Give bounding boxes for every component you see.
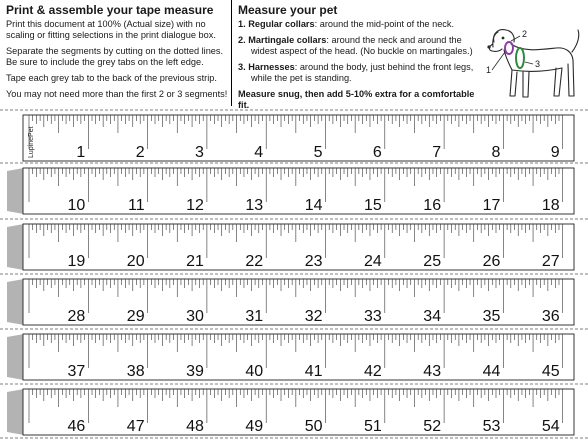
tape-number: 30 (186, 308, 204, 325)
tape-number: 23 (304, 253, 323, 270)
tape-number: 51 (364, 418, 382, 435)
tape-number: 22 (245, 253, 264, 270)
tape-segment (0, 329, 588, 380)
grey-tab (7, 279, 24, 325)
tape-number: 44 (482, 363, 501, 380)
tape-number: 34 (423, 308, 442, 325)
tape-number: 38 (126, 363, 145, 380)
tape-number: 32 (304, 308, 323, 325)
tape-number: 16 (423, 197, 442, 214)
tape-number: 20 (126, 253, 145, 270)
measure-title: Measure your pet (238, 3, 338, 17)
grey-tab (7, 168, 24, 214)
para-2: Separate the segments by cutting on the dotted lines. Be sure to include the grey tabs on the left edge. (6, 45, 224, 68)
para-4: You may not need more than the first 2 or 3 segments! (6, 88, 228, 99)
tape-number: 43 (423, 363, 442, 380)
dog-label-1: 1 (486, 65, 492, 75)
tape-number: 21 (186, 253, 204, 270)
tape-number: 49 (245, 418, 264, 435)
tape-number: 37 (67, 363, 86, 380)
dog-label-2: 2 (522, 29, 528, 39)
tape-number: 33 (364, 308, 382, 325)
tape-number: 29 (126, 308, 145, 325)
tape-number: 15 (364, 197, 382, 214)
grey-tab (7, 389, 24, 435)
measure-item-1: 1. Regular collars: around the mid-point of the neck. (238, 19, 455, 29)
tape-number: 1 (76, 144, 86, 161)
tape-number: 7 (432, 144, 442, 161)
tape-number: 11 (127, 197, 145, 214)
para-1: Print this document at 100% (Actual size) with no scaling or fitting selections in the print dialogue box. (6, 19, 216, 41)
tape-number: 18 (541, 197, 560, 214)
tape-number: 17 (482, 197, 501, 214)
tape-number: 12 (186, 197, 204, 214)
tape-number: 25 (423, 253, 442, 270)
tape-number: 3 (194, 144, 204, 161)
tape-number: 6 (372, 144, 382, 161)
measure-item-3: 3. Harnesses: around the body, just behind the front legs, while the pet is standing. (238, 61, 474, 83)
tape-number: 50 (304, 418, 323, 435)
tape-number: 4 (254, 144, 264, 161)
tape-number: 36 (541, 308, 560, 325)
tape-number: 10 (67, 197, 86, 214)
tape-number: 13 (245, 197, 264, 214)
tape-number: 54 (541, 418, 560, 435)
tape-number: 52 (423, 418, 442, 435)
tape-number: 26 (482, 253, 501, 270)
tape-segment (0, 163, 588, 214)
tape-number: 2 (135, 144, 145, 161)
tape-number: 39 (186, 363, 204, 380)
tape-number: 46 (67, 418, 86, 435)
grey-tab (7, 224, 24, 270)
tape-number: 28 (67, 308, 86, 325)
tape-number: 31 (245, 308, 264, 325)
tape-number: 47 (126, 418, 145, 435)
tape-segment (0, 110, 588, 161)
tape-segment (0, 274, 588, 325)
tape-number: 41 (304, 363, 323, 380)
para-3: Tape each grey tab to the back of the previous strip. (6, 72, 217, 83)
measure-item-2: 2. Martingale collars: around the neck and around the widest aspect of the head. (No buckle on martingales.) (238, 34, 473, 56)
tape-number: 5 (313, 144, 323, 161)
tape-number: 19 (67, 253, 86, 270)
tape-segment (0, 219, 588, 270)
dog-label-3: 3 (535, 59, 541, 69)
print-title: Print & assemble your tape measure (6, 3, 214, 17)
tape-number: 8 (491, 144, 501, 161)
tape-number: 14 (304, 197, 323, 214)
tape-number: 45 (541, 363, 560, 380)
grey-tab (7, 334, 24, 380)
tape-number: 9 (550, 144, 560, 161)
brand-label: LupinePet (28, 126, 35, 158)
tape-number: 24 (364, 253, 382, 270)
tape-number: 27 (541, 253, 560, 270)
tape-number: 35 (482, 308, 501, 325)
tape-number: 40 (245, 363, 264, 380)
tape-number: 53 (482, 418, 501, 435)
tape-number: 48 (186, 418, 204, 435)
tape-segment (0, 384, 588, 435)
tape-number: 42 (364, 363, 382, 380)
measure-footer: Measure snug, then add 5-10% extra for a comfortable fit. (238, 88, 475, 110)
